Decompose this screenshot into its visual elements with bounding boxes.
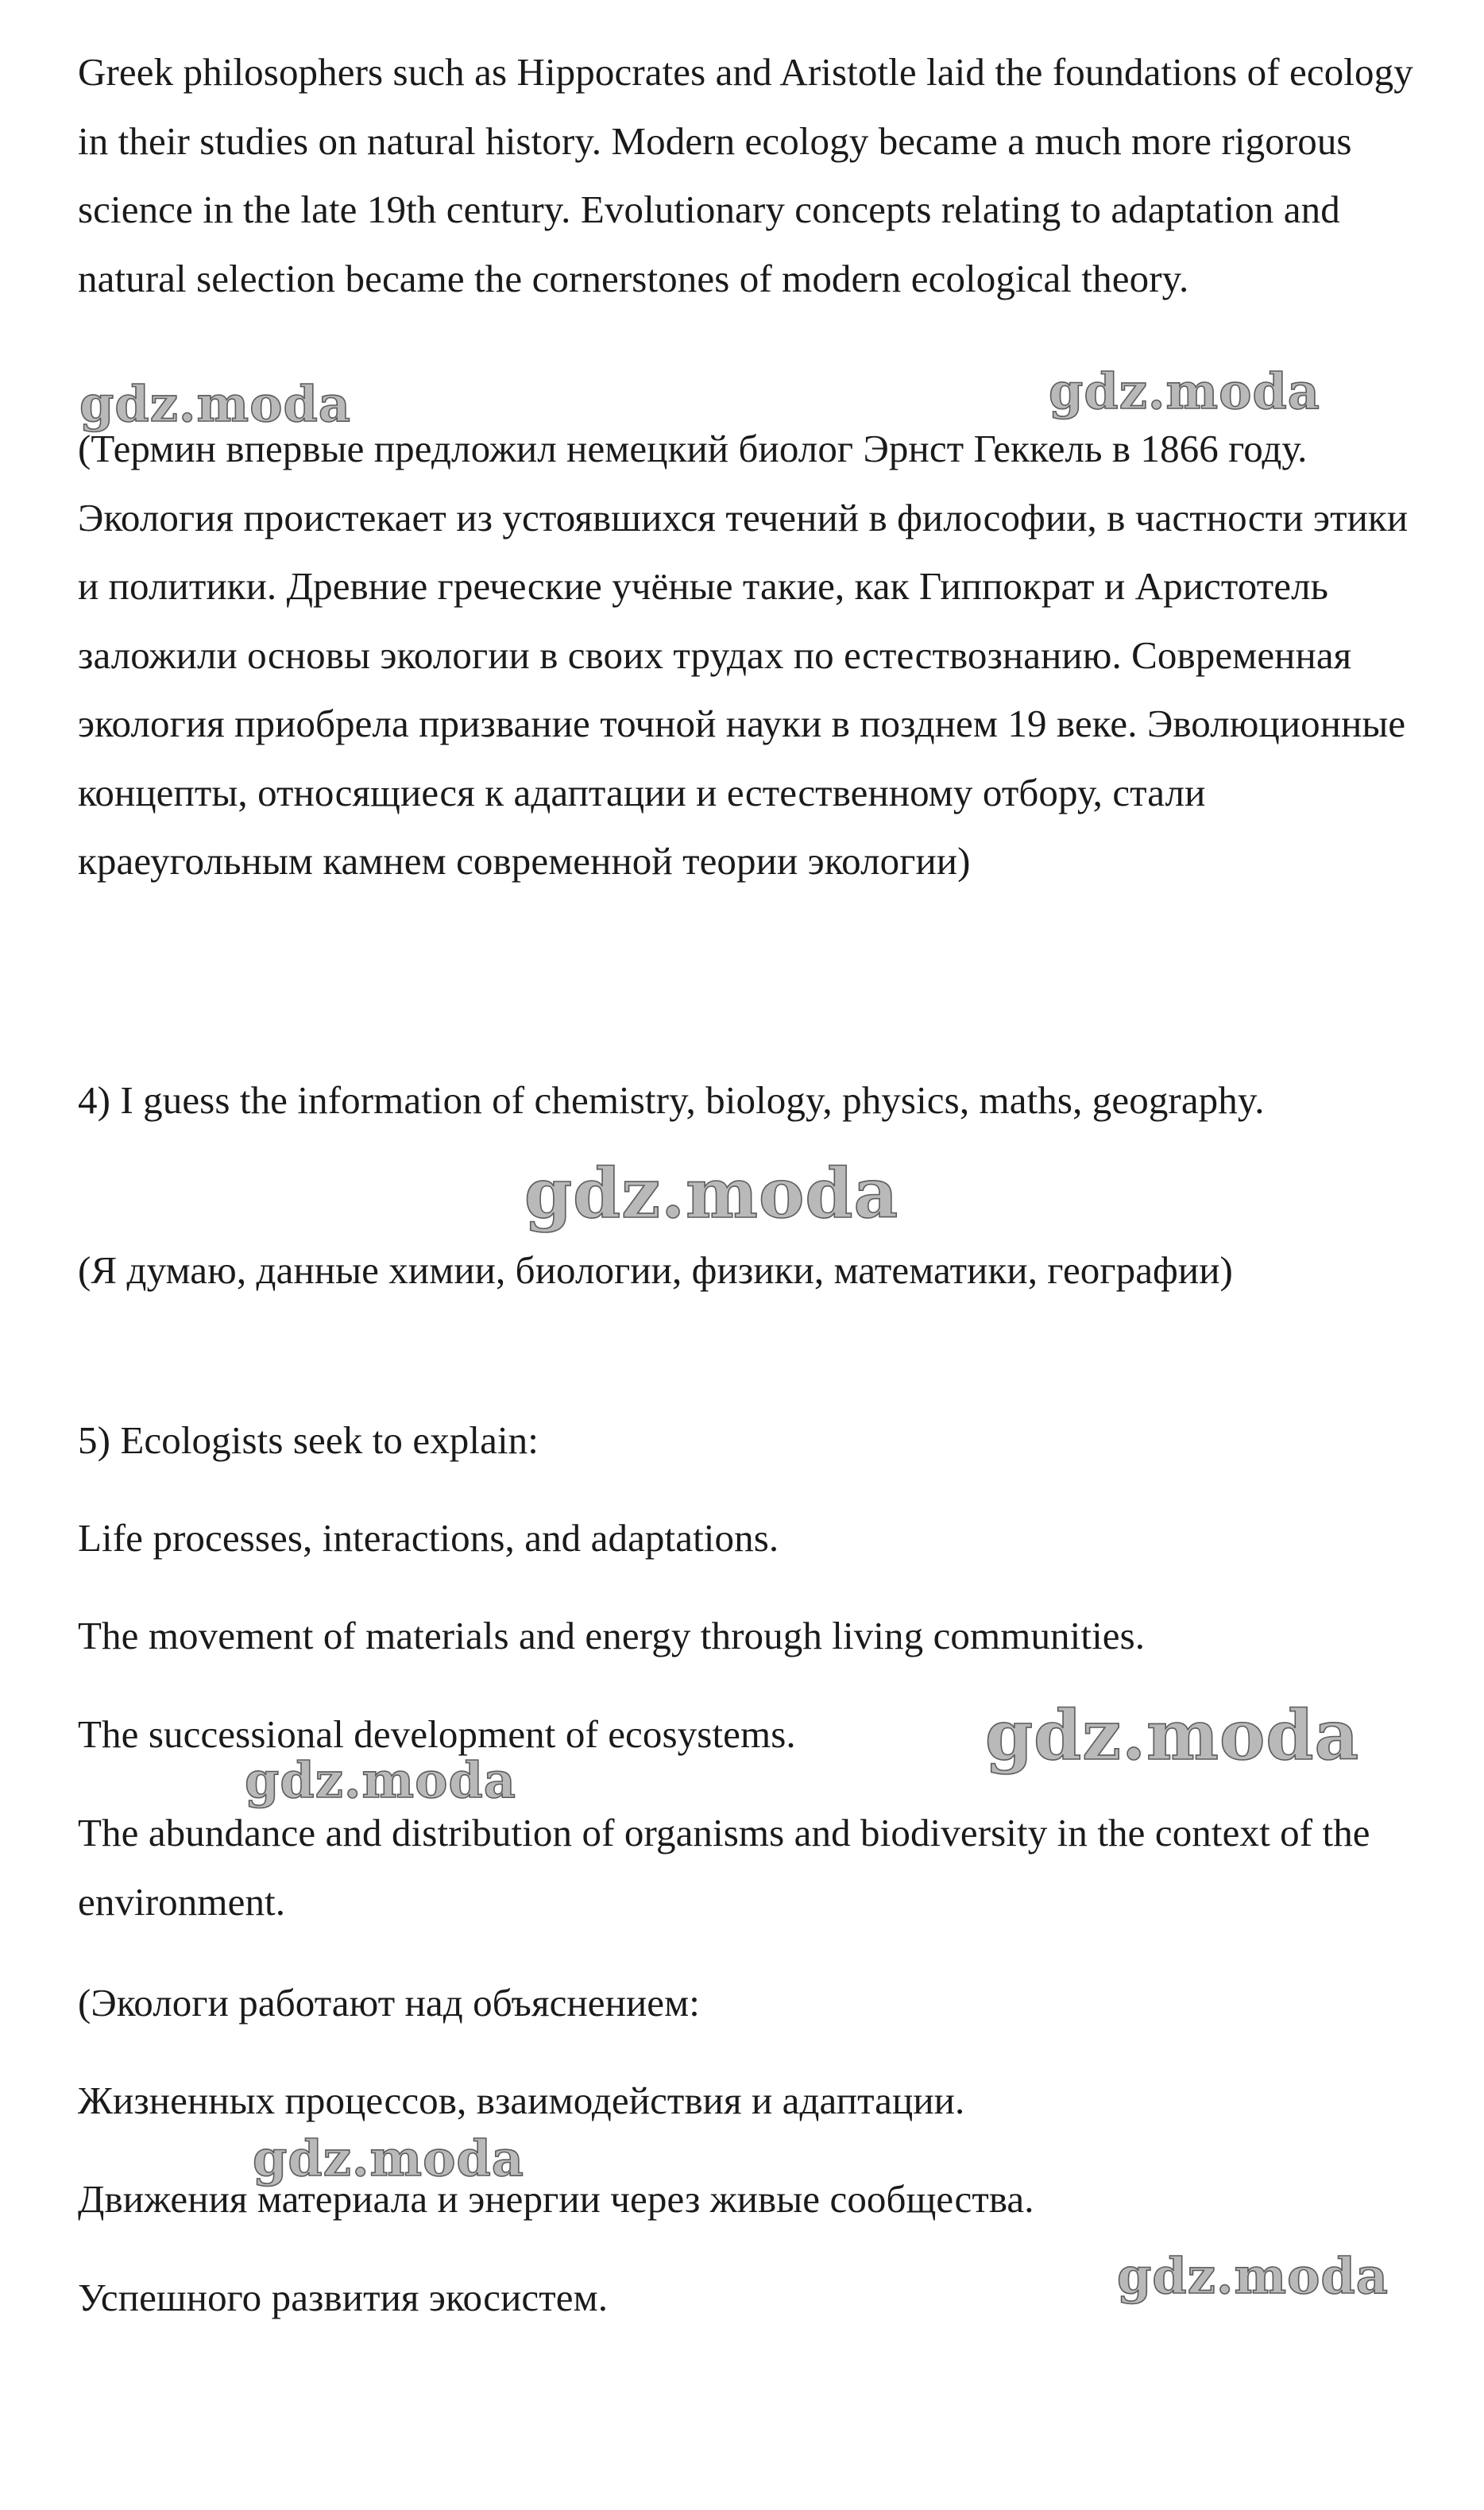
watermark: gdz.moda — [1049, 362, 1320, 420]
paragraph-russian-intro: (Экологи работают над объяснением: — [78, 1981, 700, 2025]
watermark: gdz.moda — [253, 2129, 524, 2187]
list-item-successional-development: The successional development of ecosystems. — [78, 1712, 796, 1756]
list-item-abundance-distribution: The abundance and distribution of organisms and biodiversity in the context of the environment. — [78, 1811, 1370, 1924]
list-item-ru-development: Успешного развития экосистем. — [78, 2276, 609, 2319]
watermark: gdz.moda — [1117, 2247, 1389, 2305]
watermark: gdz.moda — [245, 1751, 516, 1809]
paragraph-english-history: Greek philosophers such as Hippocrates and Aristotle laid the foundations of ecology in their studies on natural history. Modern ecology became a much more rigorous science in the late 19th century. Evolutionary concepts relating to adaptation and natural selection became the cornerstones of modern ecological theory. — [78, 50, 1413, 300]
paragraph-russian-history: (Термин впервые предложил немецкий биолог Эрнст Геккель в 1866 году. Экология проистекает из устоявшихся течений в философии, в частности этики и политики. Древние греческие учёные такие, как Гиппократ и Аристотель заложили основы экологии в своих трудах по естествознанию. Современная экология приобрела призвание точной науки в позднем 19 веке. Эволюционные концепты, относящиеся к адаптации и естественному отбору, стали краеугольным камнем современной теории экологии) — [78, 427, 1409, 883]
list-item-ru-life-processes: Жизненных процессов, взаимодействия и адаптации. — [78, 2079, 965, 2122]
paragraph-answer-5-intro: 5) Ecologists seek to explain: — [78, 1418, 539, 1462]
list-item-life-processes: Life processes, interactions, and adaptations. — [78, 1516, 779, 1560]
paragraph-answer-4-translation: (Я думаю, данные химии, биологии, физики, математики, географии) — [78, 1248, 1233, 1292]
list-item-movement-materials: The movement of materials and energy through living communities. — [78, 1614, 1146, 1657]
list-item-ru-movement: Движения материала и энергии через живые сообщества. — [78, 2177, 1034, 2221]
paragraph-answer-4: 4) I guess the information of chemistry, biology, physics, maths, geography. — [78, 1078, 1265, 1122]
watermark: gdz.moda — [985, 1696, 1360, 1776]
watermark: gdz.moda — [79, 375, 351, 433]
watermark: gdz.moda — [524, 1154, 899, 1234]
